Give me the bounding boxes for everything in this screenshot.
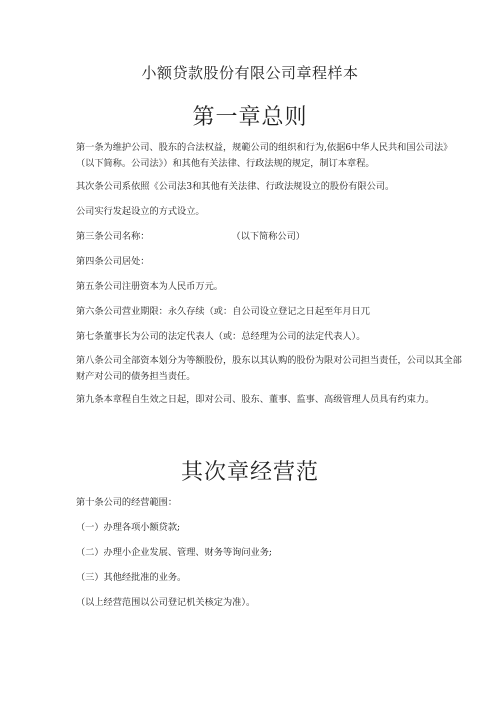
company-short-name-note: （以下简称公司） xyxy=(231,231,305,242)
business-item-3: （三）其他经批准的业务。 xyxy=(76,572,187,583)
article-1: 第一条为维护公司、股东的合法权益，规範公司的组织和行为,依据6中华人民共和国公司法》（以下简称。公司法》）和其他有关法律、行政法规的规定，制订本章程。 xyxy=(76,142,453,169)
company-name-label: 第三条公司名称： xyxy=(76,231,150,242)
document-title: 小额贷款股份有限公司章程样本 xyxy=(141,64,359,82)
article-4: 第四条公司居处： xyxy=(76,256,150,267)
business-item-1: （一）办理各项小额贷款; xyxy=(76,522,181,533)
article-8: 第八条公司全部资本划分为等额股份，股东以其认购的股份为限对公司担当责任，公司以其全部财产对公司的债务担当责任。 xyxy=(76,355,462,382)
article-3 xyxy=(76,229,462,245)
establishment-method: 公司实行发起设立的方式设立。 xyxy=(76,206,205,217)
article-6: 第六条公司营业期限：永久存续（或：自公司设立登记之日起至年月日兀 xyxy=(76,306,370,317)
chapter-1-title: 第一章总则 xyxy=(192,105,308,130)
business-scope-note: （以上经营范围以公司登记机关核定为准）。 xyxy=(76,597,256,608)
chapter-2-title: 其次章经营范 xyxy=(180,460,319,485)
article-5: 第五条公司注册资本为人民币万元。 xyxy=(76,281,223,292)
article-7: 第七条董事长为公司的法定代表人（或：总经理为公司的法定代表人）。 xyxy=(76,331,366,342)
article-10: 第十条公司的经营範围： xyxy=(76,497,178,508)
article-9: 第九条本章程自生效之日起，即对公司、股东、董事、监事、高级管理人员具有约束力。 xyxy=(76,394,435,405)
article-2: 其次条公司系依照《公司法3和其他有关法律、行政法规设立的股份有限公司。 xyxy=(76,181,395,192)
business-item-2: （二）办理小企业发展、管理、财务等询问业务; xyxy=(76,547,273,558)
